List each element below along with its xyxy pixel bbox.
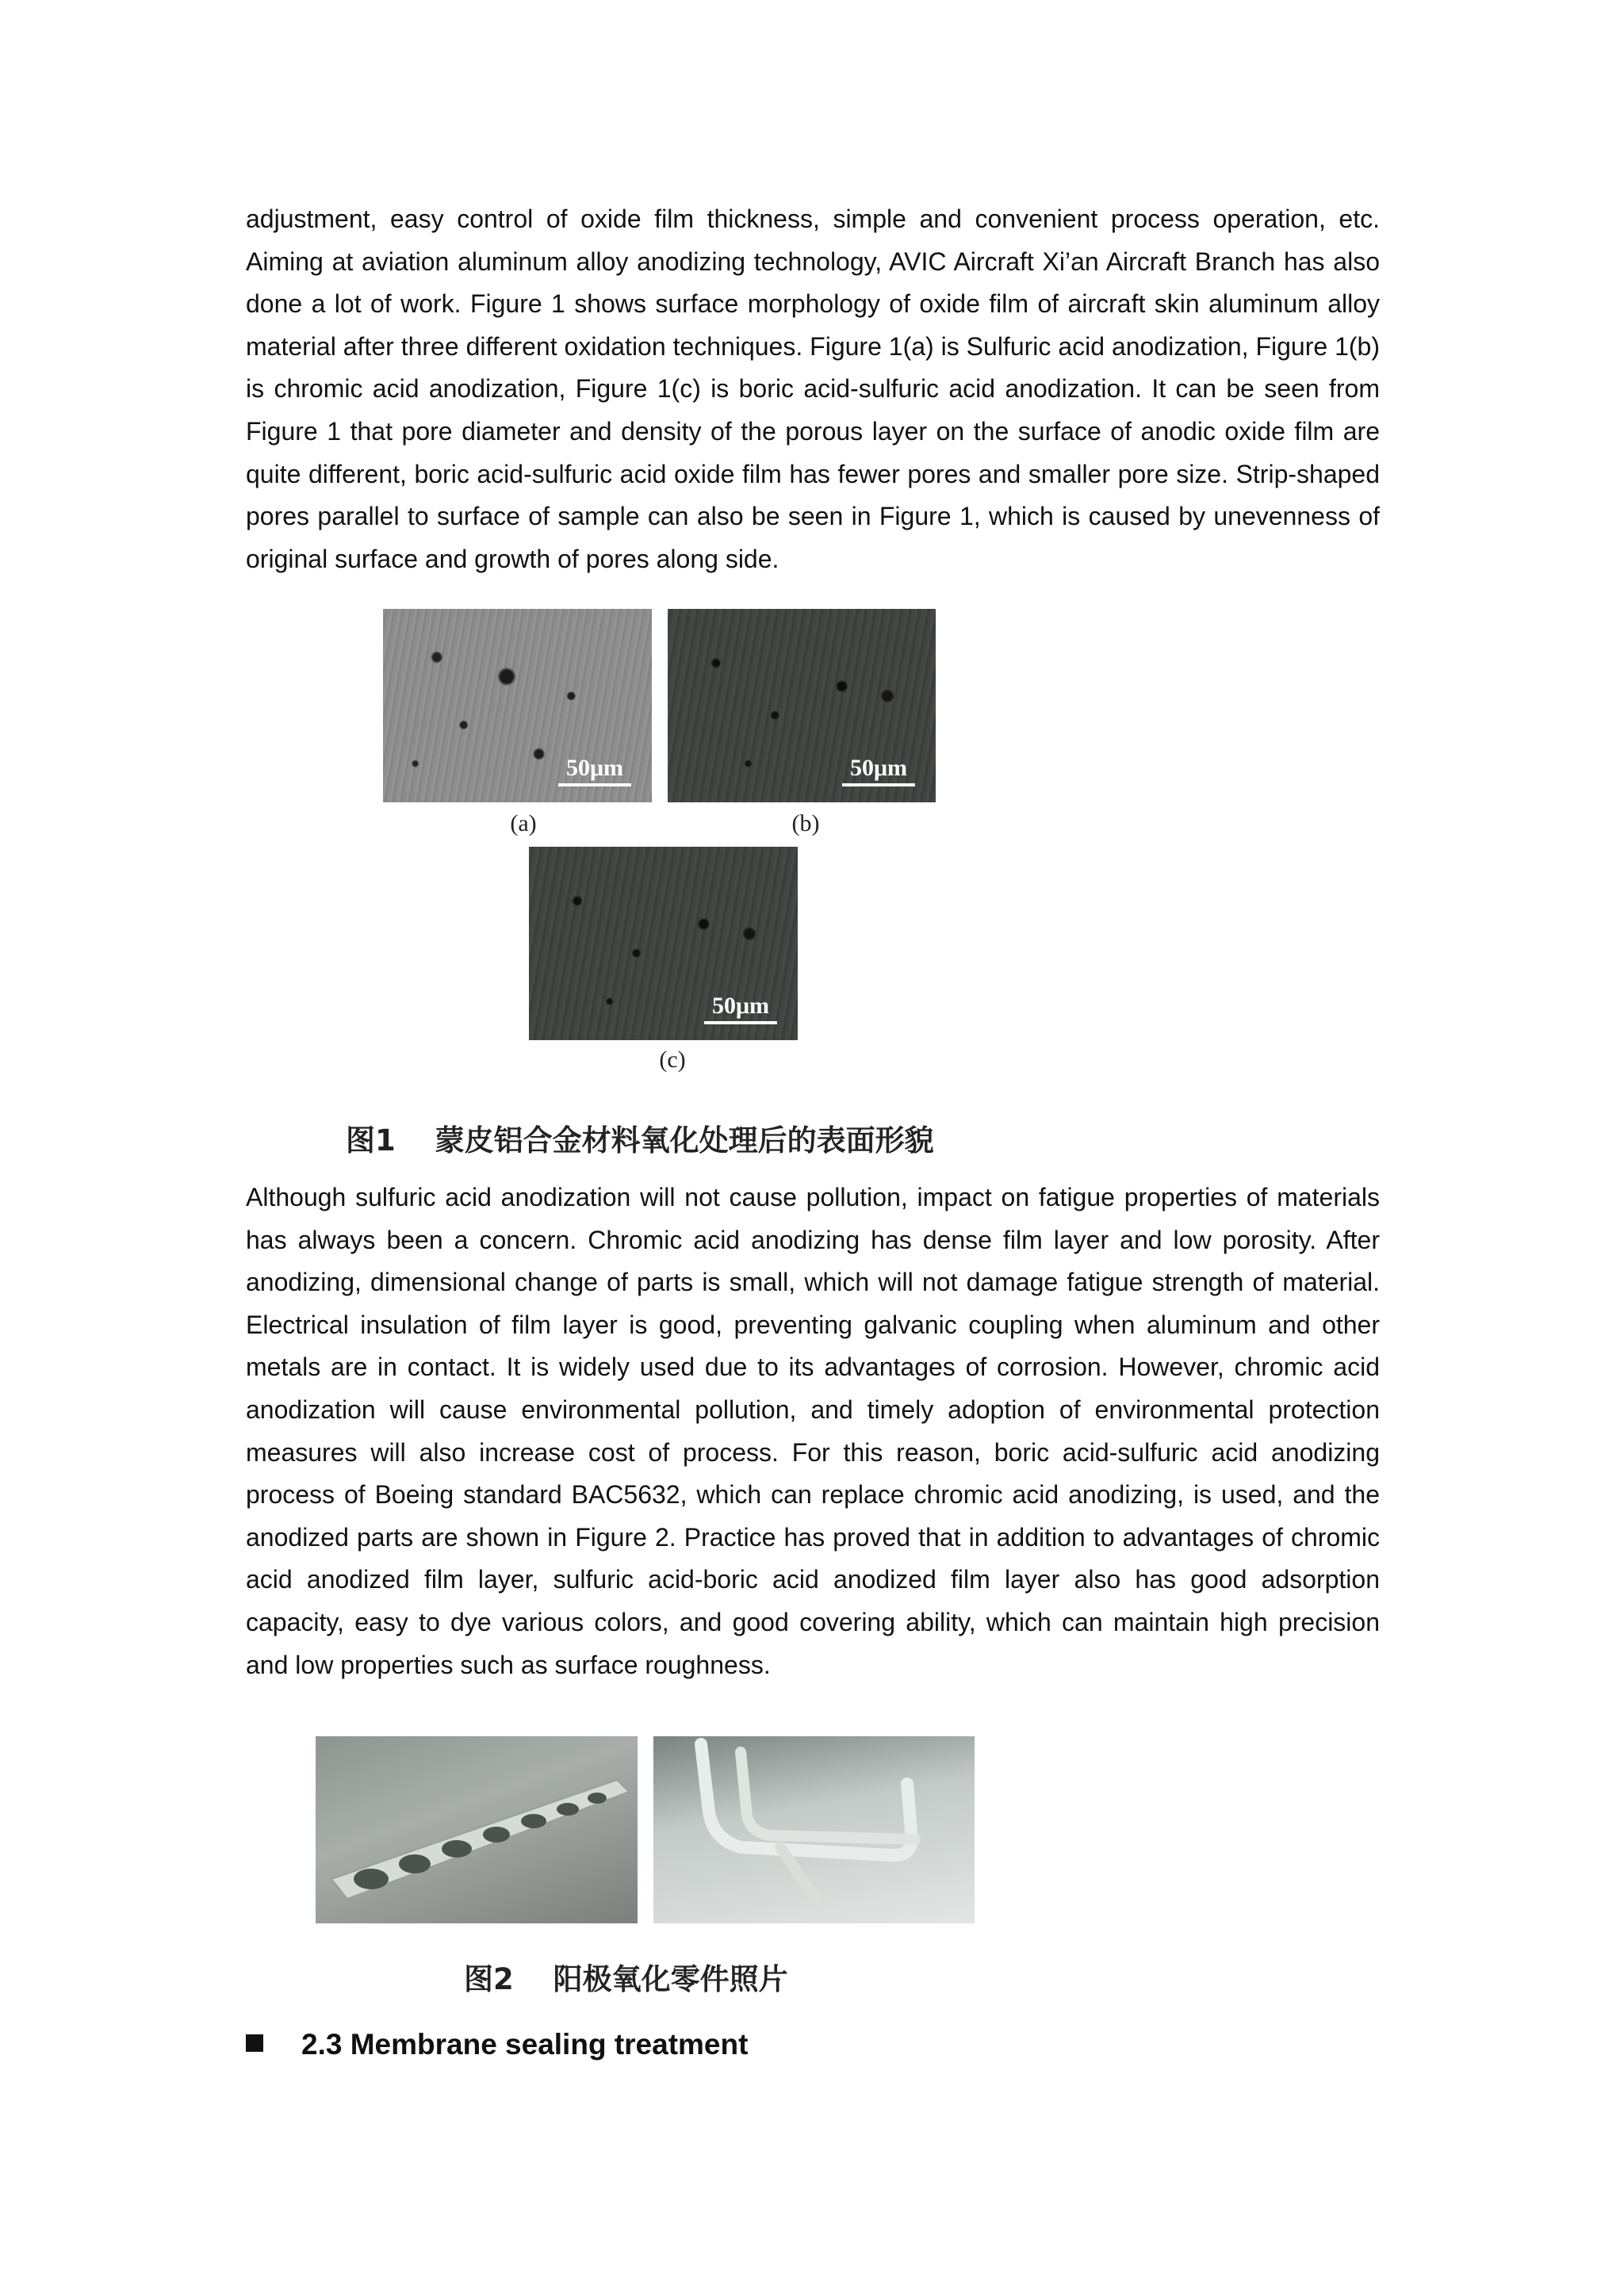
body-paragraph-1: adjustment, easy control of oxide film thickness, simple and convenient process operation, etc. Aiming at aviation aluminum alloy anodizing technology, AVIC Aircraft Xi’an Aircraft Branch has also done a lot of work. Figure 1 shows surface morphology of oxide film of aircraft skin aluminum alloy material after three different oxidation techniques. Figure 1(a) is Sulfuric acid anodization, Figure 1(b) is chromic acid anodization, Figure 1(c) is boric acid-sulfuric acid anodization. It can be seen from Figure 1 that pore diameter and density of the porous layer on the surface of anodic oxide film are quite different, boric acid-sulfuric acid oxide film has fewer pores and smaller pore size. Strip-shaped pores parallel to surface of sample can also be seen in Figure 1, which is caused by unevenness of original surface and growth of pores along side. <box>246 205 1380 573</box>
anodized-part-photo-2 <box>653 1736 975 1923</box>
sem-image-a <box>383 609 652 802</box>
square-bullet-icon <box>246 2034 263 2052</box>
section-heading <box>246 2028 748 2061</box>
scale-bar-c <box>704 993 777 1024</box>
figure1-caption: 图1 蒙皮铝合金材料氧化处理后的表面形貌 <box>346 1123 934 1158</box>
scale-bar-b <box>842 755 915 786</box>
body-paragraph-2: Although sulfuric acid anodization will not cause pollution, impact on fatigue properties of materials has always been a concern. Chromic acid anodizing has dense film layer and low porosity. After anodizing, dimensional change of parts is small, which will not damage fatigue strength of material. Electrical insulation of film layer is good, preventing galvanic coupling when aluminum and other metals are in contact. It is widely used due to its advantages of corrosion. However, chromic acid anodization will cause environmental pollution, and timely adoption of environmental protection measures will also increase cost of process. For this reason, boric acid-sulfuric acid anodizing process of Boeing standard BAC5632, which can replace chromic acid anodizing, is used, and the anodized parts are shown in Figure 2. Practice has proved that in addition to advantages of chromic acid anodized film layer, sulfuric acid-boric acid anodized film layer also has good adsorption capacity, easy to dye various colors, and good covering ability, which can maintain high precision and low properties such as surface roughness. <box>246 1183 1380 1679</box>
bent-tube-illustration <box>653 1736 975 1923</box>
sublabel-c: (c) <box>659 1047 686 1073</box>
scale-label-a: 50μm <box>566 755 623 781</box>
anodized-part-photo-1 <box>316 1736 638 1923</box>
scale-bar-a <box>558 755 631 786</box>
sublabel-b: (b) <box>791 810 820 836</box>
sem-image-b <box>668 609 936 802</box>
figure2-caption: 图2 阳极氧化零件照片 <box>464 1962 788 1996</box>
sem-image-c <box>529 847 798 1040</box>
scale-label-c: 50μm <box>712 993 769 1019</box>
sublabel-a: (a) <box>510 810 537 836</box>
perforated-strip-illustration <box>316 1736 638 1923</box>
scale-label-b: 50μm <box>850 755 907 781</box>
section-heading-text: 2.3 Membrane sealing treatment <box>301 2028 749 2061</box>
